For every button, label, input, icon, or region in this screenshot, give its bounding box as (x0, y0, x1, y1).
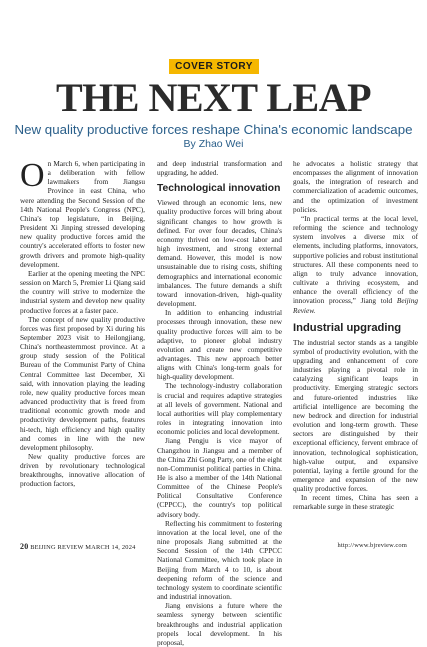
column-1 (20, 159, 145, 489)
quote-text: “In practical terms at the local level, reforming the science and technology system involves a diverse mix of elements, including platforms, innovators, supportive policies and robust institutional structures. All these components need to align to truly advance innovation, cultivate a thriving ecosystem, and enhance the overall efficiency of the innovation process,” Jiang told (293, 213, 418, 306)
article-subtitle: New quality productive forces reshape China's economic landscape (14, 122, 413, 137)
column-2 (157, 159, 282, 647)
publication-date: BEIJING REVIEW MARCH 14, 2024 (30, 544, 136, 551)
paragraph: n March 6, when participating in a deliberation with fellow lawmakers from Jiangsu Province in east China, who were attending the Second Session of the 14th National People's Congress (NPC), China's top legislature, in Beijing, President Xi Jinping stressed developing new quality productive forces amid the country's accelerated efforts to foster new growth drivers and promote high-quality development. (20, 159, 145, 269)
paragraph: The industrial sector stands as a tangible symbol of productivity evolution, with the upgrading and enhancement of core industries playing a pivotal role in catalyzing significant leaps in productivity. Emerging strategic sectors and future-oriented industries like artificial intelligence are becoming the new bedrock and direction for industrial evolution and long-term growth. These sectors are distinguished by their exceptional efficiency, fervent embrace of innovation, technological sophistication, high-value output, and expansive potential, laying a fertile ground for the emergence and expansion of the new quality productive forces. (293, 337, 418, 494)
paragraph: In recent times, China has seen a remarkable surge in these strategic (293, 493, 418, 512)
publication-name: Beijing Review. (293, 296, 418, 315)
page-number: 20 (20, 542, 29, 551)
paragraph: Jiang envisions a future where the seamless synergy between scientific breakthroughs and industrial application propels local development. In his proposal, (157, 601, 282, 647)
article-title: THE NEXT LEAP (55, 75, 372, 120)
section-heading-technological-innovation: Technological innovation (157, 183, 281, 195)
paragraph: The technology-industry collaboration is crucial and requires adaptive strategies at all levels of government. National and local authorities will play complementary roles in integrating innovation into economic policies and local development. (157, 381, 282, 437)
footer-left (20, 542, 136, 551)
paragraph: New quality productive forces are driven by revolutionary technological breakthroughs, innovative allocation of production factors, (20, 452, 145, 489)
section-tag: COVER STORY (169, 59, 259, 74)
paragraph (293, 214, 418, 315)
footer-website: http://www.bjreview.com (337, 542, 407, 549)
column-3 (293, 159, 418, 512)
paragraph: In addition to enhancing industrial processes through innovation, these new quality productive forces will aim to be adaptive, to pioneer global industry evolution and create new competitive advantages. This new approach better aligns with China's long-term goals for high-quality development. (157, 308, 282, 382)
paragraph: Jiang Pengju is vice mayor of Changzhou in Jiangsu and a member of the China Zhi Gong Party, one of the eight non-Communist political parties in China. He is also a member of the 14th National Committee of the Chinese People's Political Consultative Conference (CPPCC), the country's top political advisory body. (157, 436, 282, 519)
paragraph: The concept of new quality productive forces was first proposed by Xi during his September 2023 visit to Heilongjiang, China's northeasternmost province. At a group study session of the Political Bureau of the Communist Party of China Central Committee last December, Xi said, with innovation playing the leading role, new quality productive forces mean advanced productivity that is freed from traditional economic growth mode and productivity development paths, features hi-tech, high efficiency and high quality and comes in line with the new development philosophy. (20, 314, 145, 452)
paragraph: he advocates a holistic strategy that encompasses the alignment of innovation goals, the integration of research and commercialization of academic outcomes, and the optimization of investment policies. (293, 159, 418, 214)
drop-cap: O (20, 157, 45, 194)
paragraph: Earlier at the opening meeting the NPC session on March 5, Premier Li Qiang said the country will strive to modernize the industrial system and develop new quality productive forces at a faster pace. (20, 268, 145, 315)
byline: By Zhao Wei (183, 138, 244, 150)
paragraph: Viewed through an economic lens, new quality productive forces will bring about significant changes to how growth is defined. For over four decades, China's economy thrived on low-cost labor and high investment, and strong external demand. However, this model is now unsustainable due to rising costs, shifting demographics and international economic imbalances. The future demands a shift toward innovation-driven, high-quality development. (157, 198, 282, 309)
section-heading-industrial-upgrading: Industrial upgrading (293, 321, 402, 334)
paragraph: Reflecting his commitment to fostering innovation at the local level, one of the nine proposals Jiang submitted at the Second Session of the 14th CPPCC National Committee, which took place in Beijing from March 4 to 10, is about deepening reform of the science and technology system to coordinate scientific and industrial innovation. (157, 518, 282, 602)
paragraph: and deep industrial transformation and upgrading, he added. (157, 159, 282, 178)
